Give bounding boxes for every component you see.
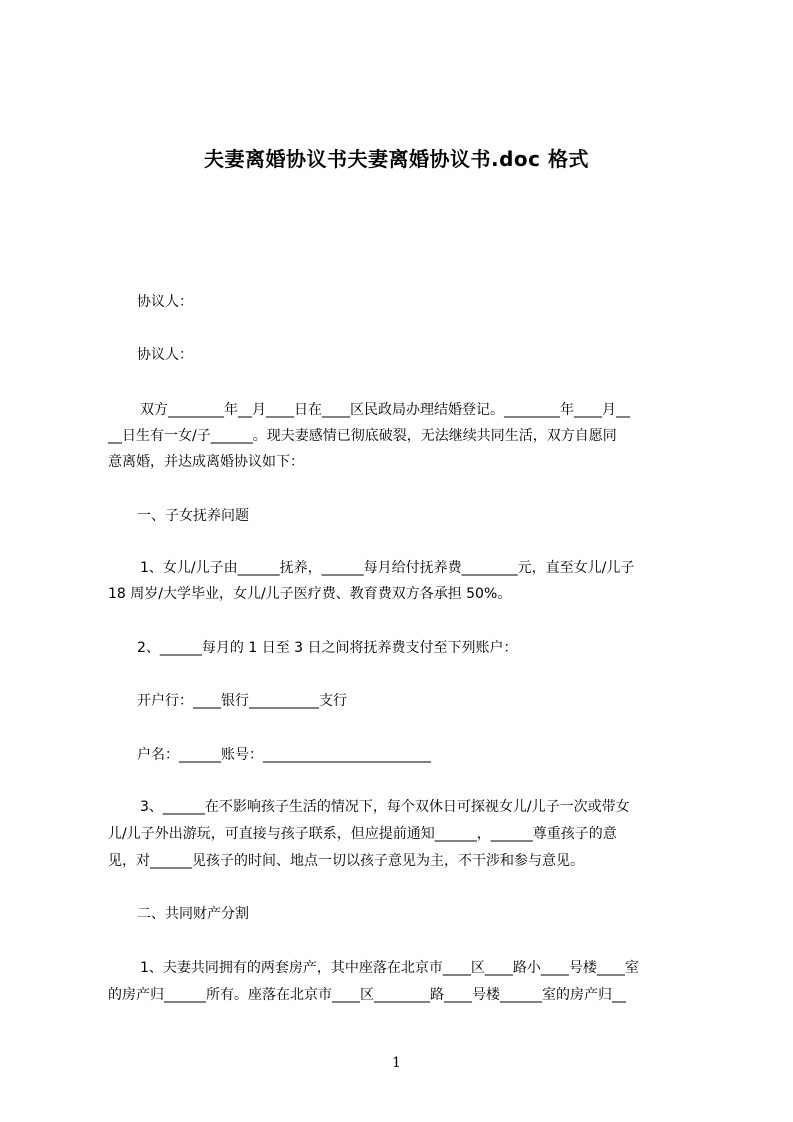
- page-number: 1: [392, 1055, 401, 1071]
- intro-line-1: 双方________年__月____日在____区民政局办理结婚登记。________年____月__: [140, 402, 630, 418]
- s1-item3-line-2: 儿/儿子外出游玩，可直接与孩子联系，但应提前通知______，______尊重孩子的意: [108, 826, 617, 842]
- document-title: 夫妻离婚协议书夫妻离婚协议书.doc 格式: [204, 147, 589, 171]
- intro-line-2: __日生有一女/子______。现夫妻感情已彻底破裂，无法继续共同生活，双方自愿同: [108, 428, 617, 444]
- section-1-heading: 一、子女抚养问题: [137, 508, 249, 524]
- s1-item2: 2、______每月的 1 日至 3 日之间将抚养费支付至下列账户：: [137, 640, 518, 656]
- party-b-label: 协议人：: [137, 347, 193, 363]
- s1-item1-line-1: 1、女儿/儿子由______抚养，______每月给付抚养费________元，直至女儿/儿子: [140, 560, 635, 576]
- s1-item3-line-1: 3、______在不影响孩子生活的情况下，每个双休日可探视女儿/儿子一次或带女: [140, 799, 630, 815]
- s1-item1-line-2: 18 周岁/大学毕业，女儿/儿子医疗费、教育费双方各承担 50%。: [108, 586, 512, 602]
- party-a-label: 协议人：: [137, 294, 193, 310]
- s2-item1-line-1: 1、夫妻共同拥有的两套房产，其中座落在北京市____区____路小____号楼____室: [140, 960, 639, 976]
- s2-item1-line-2: 的房产归______所有。座落在北京市____区________路____号楼______室的房产归__: [108, 987, 626, 1003]
- bank-line: 开户行：____银行__________支行: [137, 693, 347, 709]
- intro-line-3: 意离婚，并达成离婚协议如下：: [108, 454, 304, 470]
- s1-item3-line-3: 见，对______见孩子的时间、地点一切以孩子意见为主，不干涉和参与意见。: [108, 853, 584, 869]
- account-line: 户名：______账号：________________________: [137, 747, 431, 763]
- section-2-heading: 二、共同财产分割: [137, 906, 249, 922]
